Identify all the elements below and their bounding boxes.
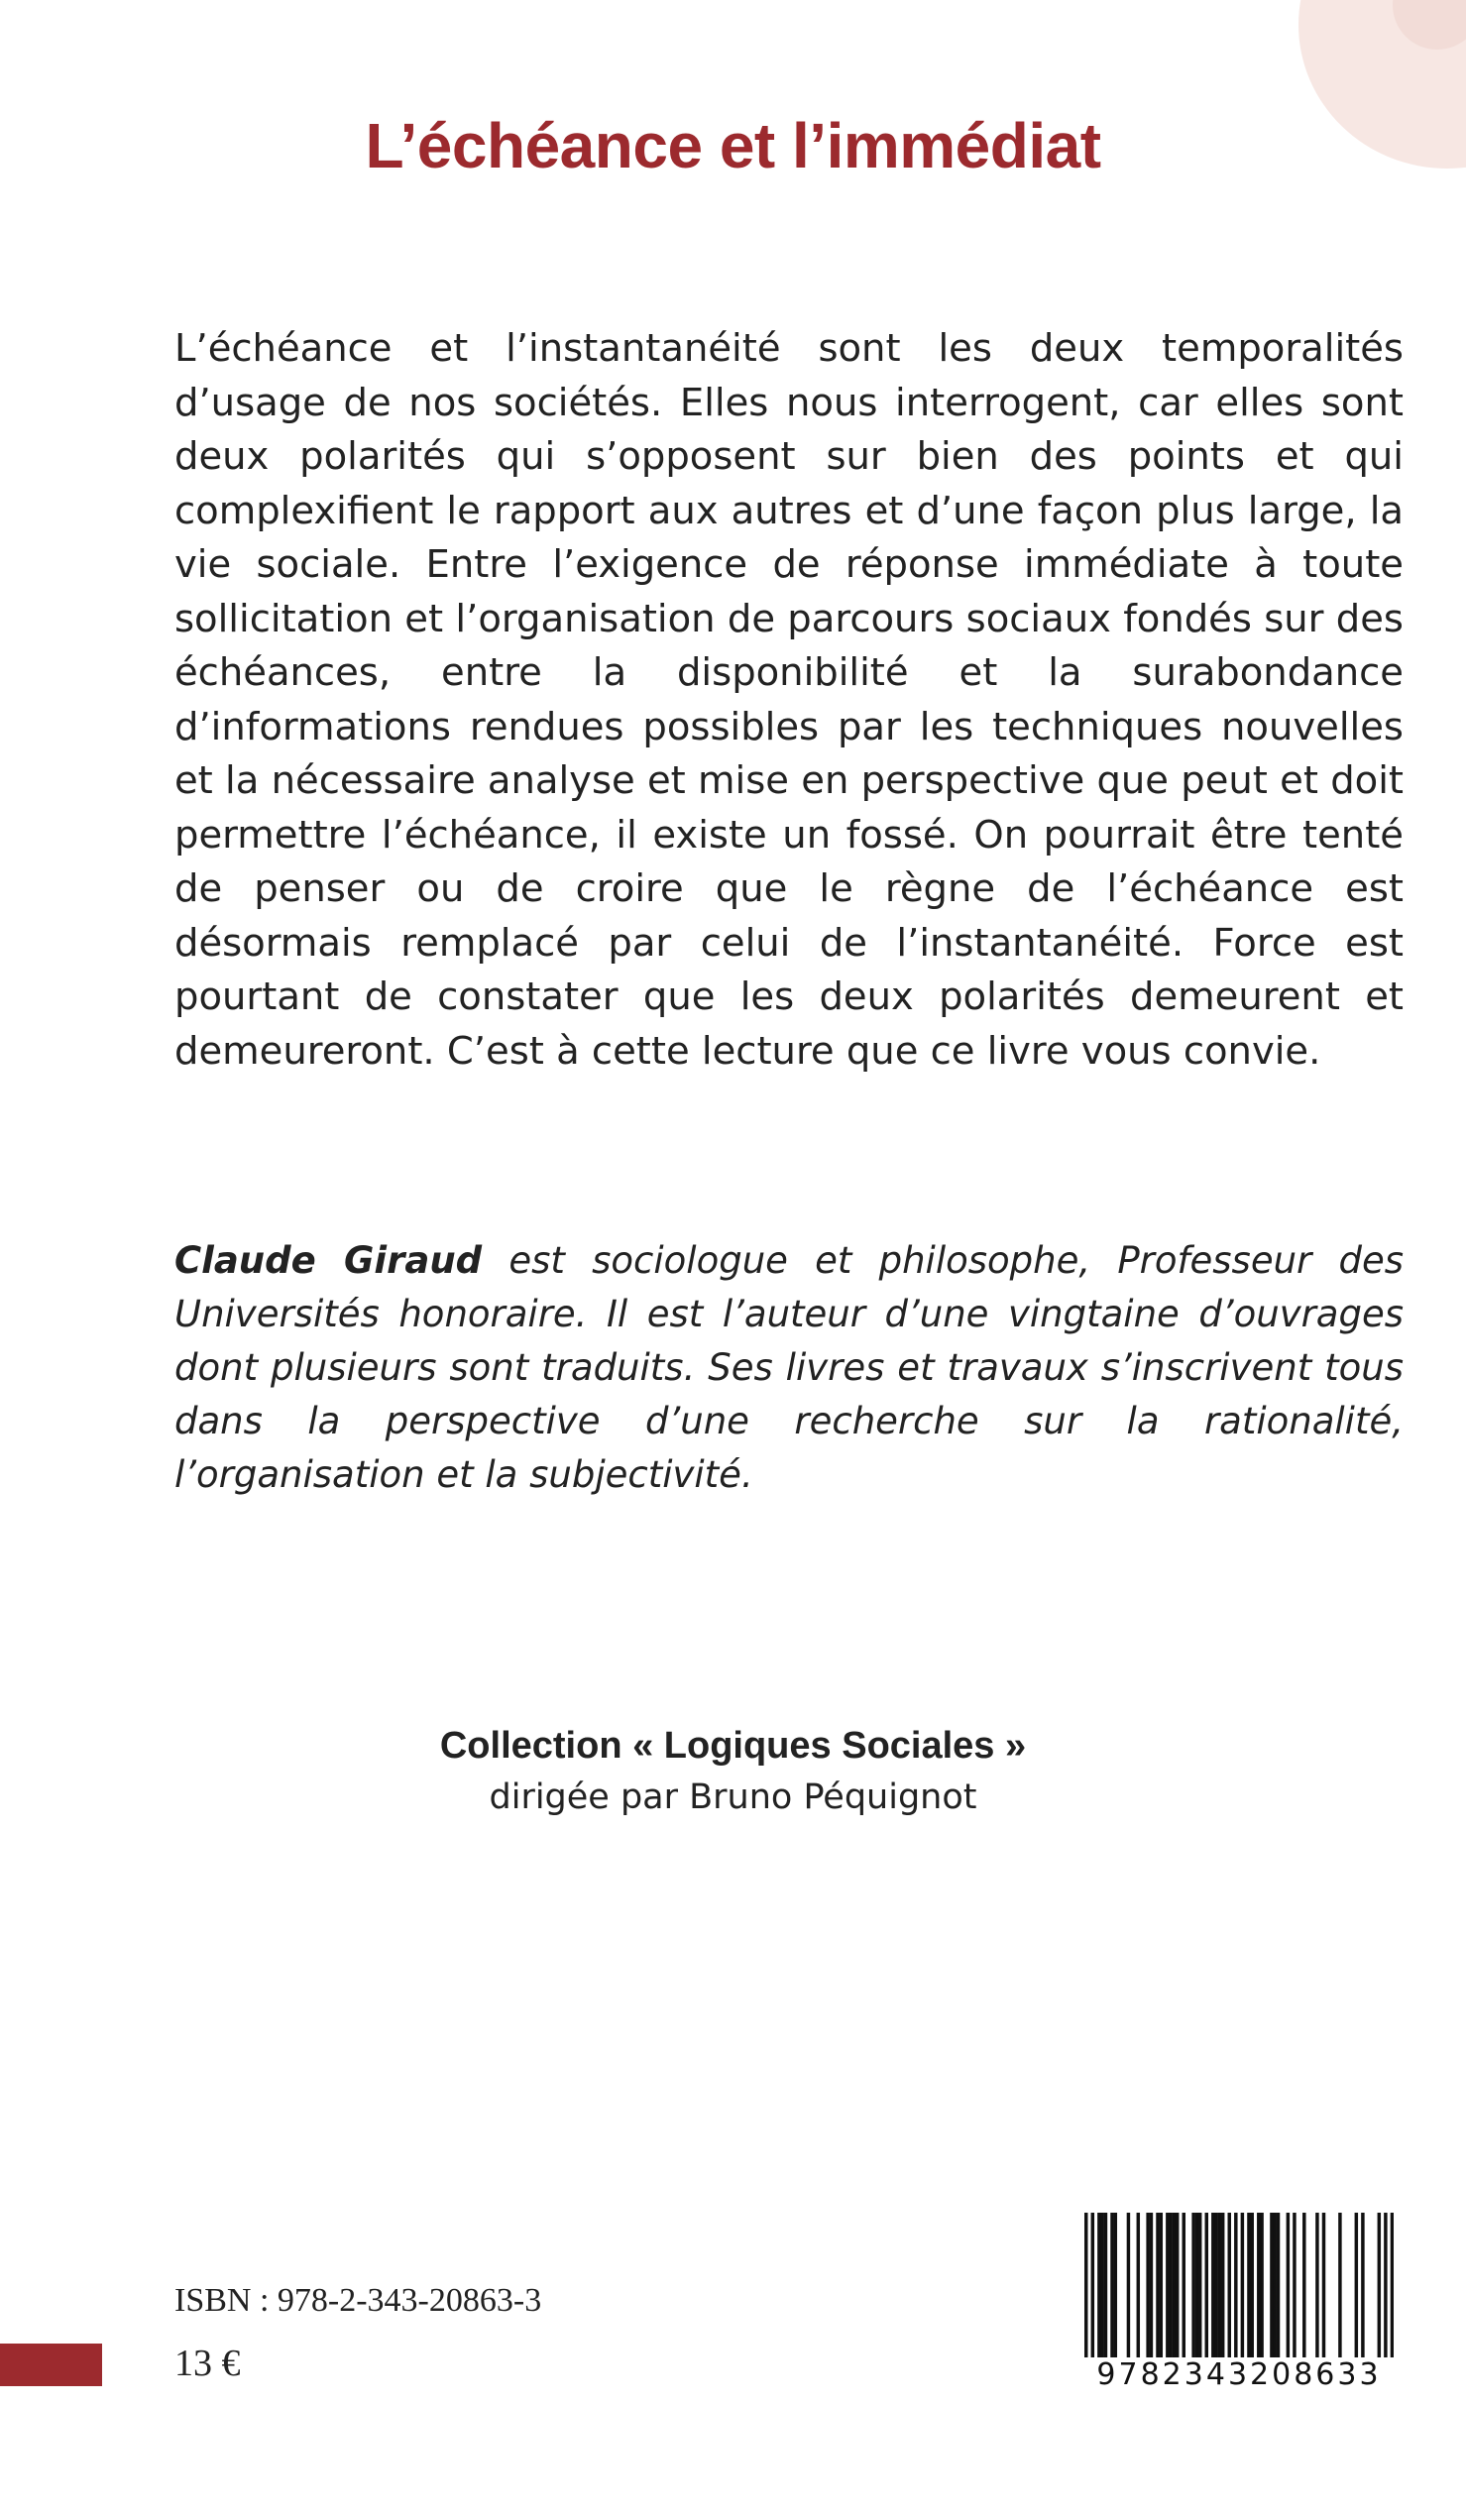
barcode-bar (1214, 2213, 1217, 2361)
barcode-bar (1176, 2213, 1179, 2361)
barcode-bar (1195, 2213, 1198, 2361)
barcode-bar (1221, 2213, 1224, 2361)
barcode-bar (1315, 2213, 1318, 2361)
barcode-bar (1247, 2213, 1250, 2361)
barcode-bar (1273, 2213, 1276, 2361)
barcode-bar (1302, 2213, 1305, 2361)
author-bio (174, 1234, 1404, 1502)
barcode-bar (1211, 2213, 1214, 2361)
barcode-bar (1160, 2213, 1163, 2361)
accent-bar (0, 2344, 102, 2386)
barcode-bar (1166, 2213, 1169, 2361)
barcode-bar (1293, 2213, 1296, 2361)
barcode-bar (1228, 2213, 1231, 2361)
barcode-bar (1173, 2213, 1176, 2361)
book-title: L’échéance et l’immédiat (365, 110, 1101, 181)
barcode-bar (1234, 2213, 1237, 2361)
barcode-bar (1091, 2213, 1094, 2361)
barcode-bar (1355, 2213, 1358, 2361)
barcode-bar (1378, 2213, 1381, 2361)
barcode-bar (1322, 2213, 1325, 2361)
barcode-bar (1270, 2213, 1273, 2361)
barcode-bar (1391, 2213, 1394, 2361)
barcode-bar (1084, 2213, 1087, 2361)
barcode-bar (1361, 2213, 1364, 2361)
barcode-bar (1338, 2213, 1341, 2361)
barcode-bar (1127, 2213, 1130, 2361)
book-summary: L’échéance et l’instantanéité sont les deux temporalités d’usage de nos sociétés. Elles nous interrogent, car elles sont deux polarités qui s’opposent sur bien des points et qui complexifient le rapport aux autres et d’une façon plus large, la vie sociale. Entre l’exigence de réponse immédiate à toute sollicitation et l’organisation de parcours sociaux fondés sur des échéances, entre la disponibilité et la surabondance d’informations rendues possibles par les techniques nouvelles et la nécessaire analyse et mise en perspective que peut et doit permettre l’échéance, il existe un fossé. On pourrait être tenté de penser ou de croire que le règne de l’échéance est désormais remplacé par celui de l’instantanéité. Force est pourtant de constater que les deux polarités demeurent et demeureront. C’est à cette lecture que ce livre vous convie. (174, 326, 1404, 1074)
barcode-bar (1205, 2213, 1208, 2361)
price: 13 € (174, 2343, 241, 2384)
barcode-bar (1100, 2213, 1103, 2361)
isbn: ISBN : 978-2-343-20863-3 (174, 2282, 542, 2319)
barcode-bar (1183, 2213, 1185, 2361)
barcode-bar (1257, 2213, 1260, 2361)
barcode-bar (1260, 2213, 1263, 2361)
barcode-bar (1110, 2213, 1113, 2361)
collection-name: Collection « Logiques Sociales » (439, 1725, 1027, 1767)
barcode-bar (1146, 2213, 1149, 2361)
barcode-bar (1169, 2213, 1172, 2361)
barcode-bar (1104, 2213, 1107, 2361)
barcode-bar (1156, 2213, 1159, 2361)
barcode-digits: 9782343208633 (1084, 2357, 1394, 2392)
barcode-bar (1150, 2213, 1153, 2361)
barcode-bars (1084, 2213, 1394, 2361)
barcode-bar (1287, 2213, 1290, 2361)
author-name: Claude Giraud (174, 1239, 483, 1282)
collection-director: dirigée par Bruno Péquignot (489, 1777, 977, 1817)
barcode-bar (1277, 2213, 1280, 2361)
barcode-bar (1114, 2213, 1117, 2361)
author-bio-text: est sociologue et philosophe, Professeur des Universités honoraire. Il est l’auteur d’une vingtaine d’ouvrages dont plusieurs sont traduits. Ses livres et travaux s’inscrivent tous dans la perspective d’une recherche sur la rationalité, l’organisation et la subjectivité. (174, 1239, 1404, 1496)
barcode-bar (1218, 2213, 1221, 2361)
barcode-bar (1198, 2213, 1201, 2361)
barcode-bar (1191, 2213, 1194, 2361)
barcode-bar (1137, 2213, 1140, 2361)
barcode-bar (1097, 2213, 1100, 2361)
barcode-bar (1241, 2213, 1244, 2361)
barcode-bar (1384, 2213, 1387, 2361)
barcode-bar (1250, 2213, 1253, 2361)
